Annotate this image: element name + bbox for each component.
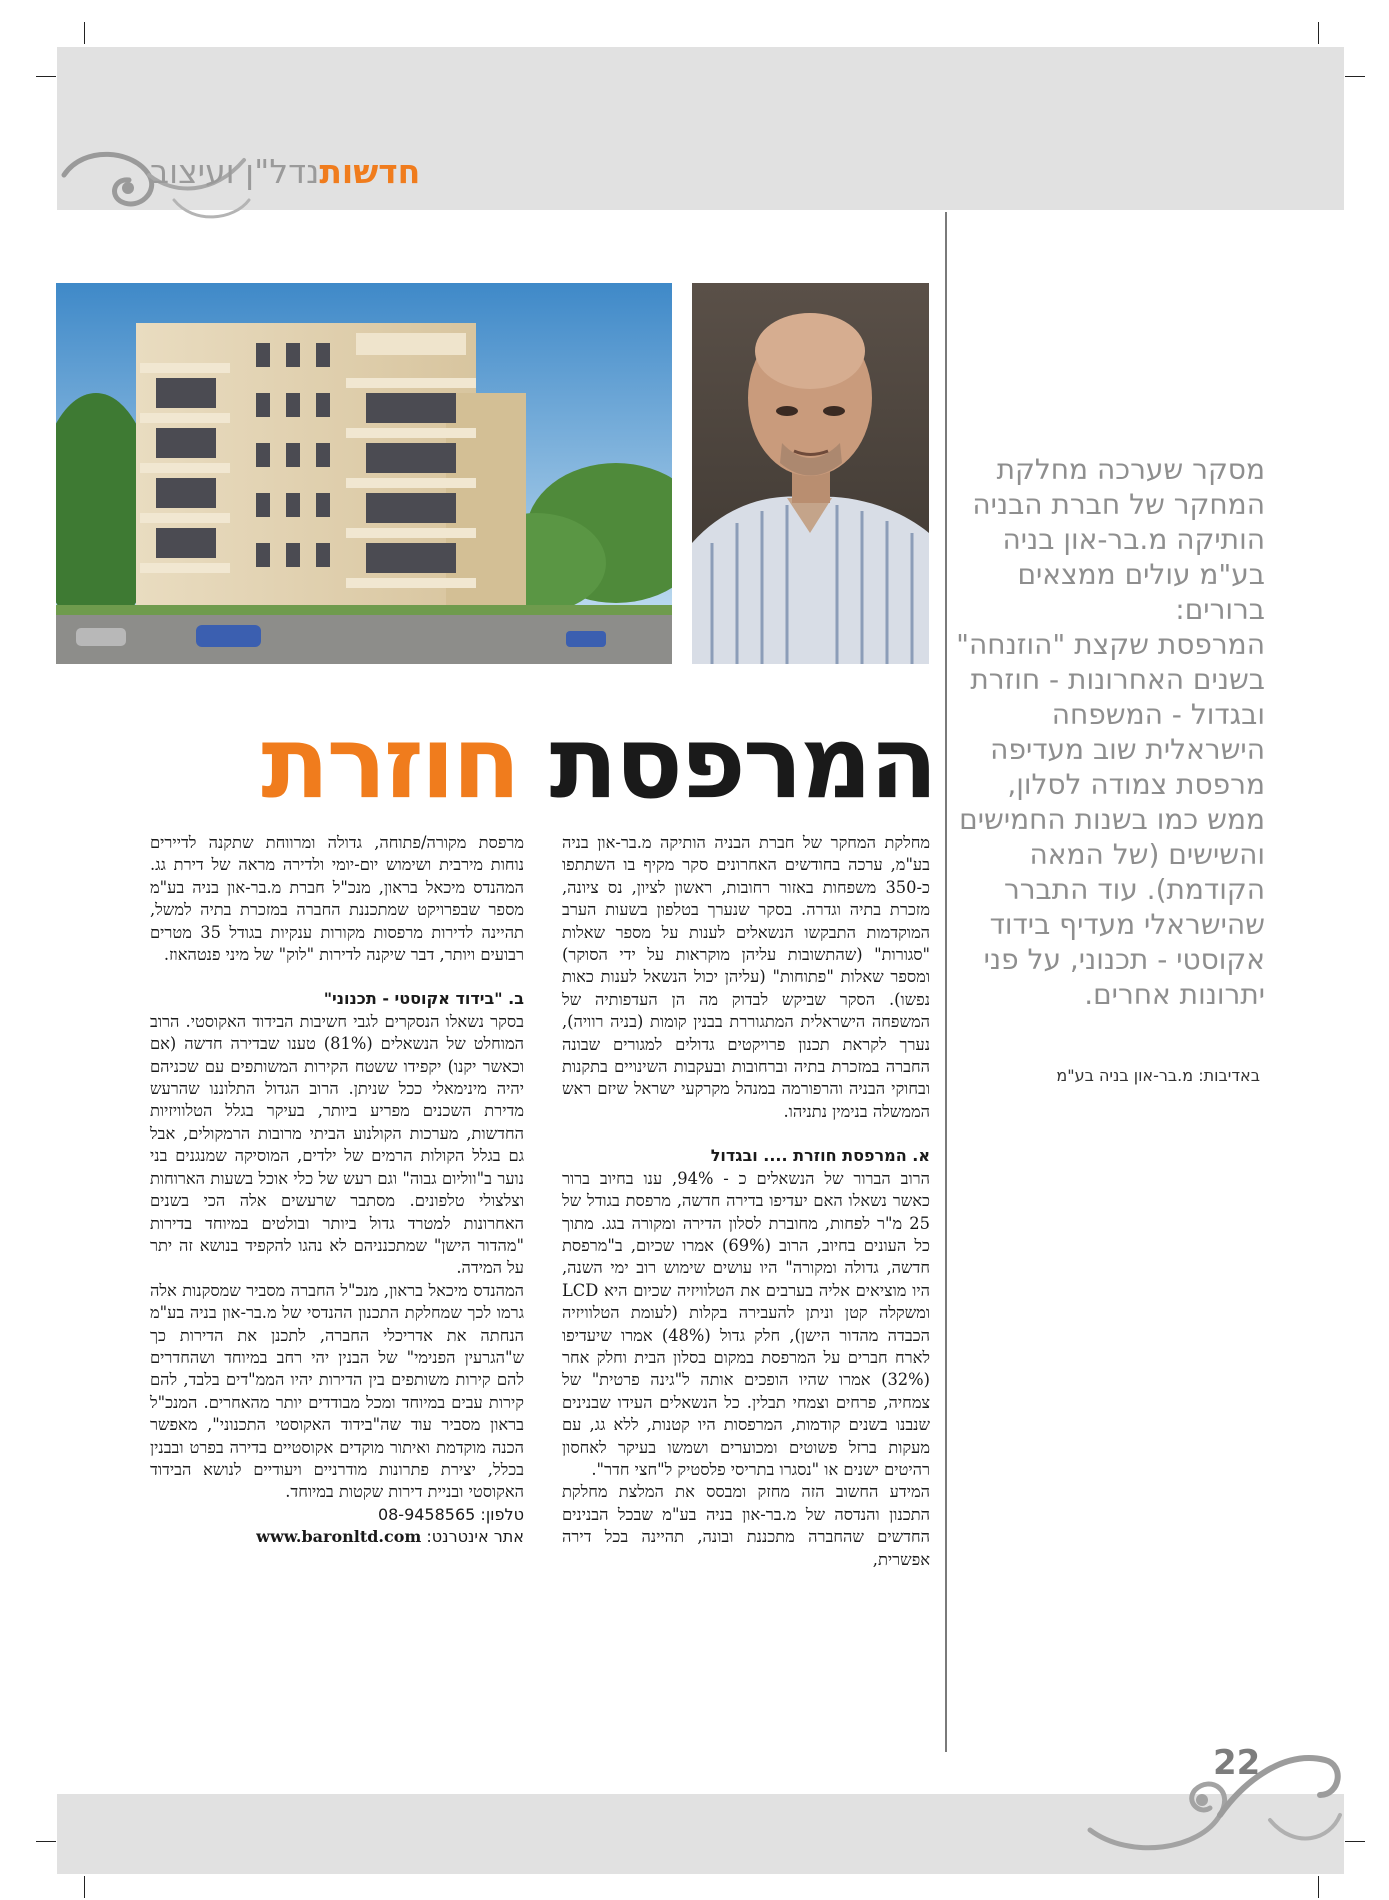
article-column-right (562, 832, 930, 1571)
crop-mark (36, 1841, 56, 1842)
subheading-a: א. המרפסת חוזרת .... ובגדול (710, 1146, 930, 1166)
photo-credit: באדיבות: מ.בר-און בניה בע"מ (1056, 1066, 1260, 1085)
pullquote-intro: מסקר שערכה מחלקת המחקר של חברת הבניה הותיקה מ.בר-און בניה בע"מ עולים ממצאים ברורים: (972, 453, 1265, 626)
pullquote (955, 452, 1265, 1012)
headline-black: המרפסת (549, 704, 935, 821)
crop-mark (1345, 76, 1365, 77)
website-line (150, 1526, 524, 1548)
section-label-bold: חדשות (319, 152, 421, 191)
crop-mark (1318, 1876, 1319, 1898)
paragraph-a1: הרוב הברור של הנשאלים כ - 94%, ענו בחיוב ברור כאשר נשאלו האם יעדיפו בדירה חדשה, מרפסת בגודל של 25 מ"ר לפחות, מחוברת לסלון הדירה ומקורה בגג. מתוך כל העונים בחיוב, הרוב (69%) אמרו שכיום, ב"מרפסת חדשה, גדולה ומקורה" היו עושים שימוש רוב ימי השנה, היו מוציאים אליה בערבים את הטלוויזיה שכיום היא LCD ומשקלה קטן וניתן להעבירה בקלות (לעומת הטלוויזיה הכבדה מהדור הישן), חלק גדול (48%) אמרו שיעדיפו לארח חברים על המרפסת במקום בסלון הבית וחלק אחר (32%) אמרו שהיו הופכים אותה ל"גינה פרטית" של צמחיה, פרחים וצמחי תבלין. כל הנשאלים העידו שבנינים שנבנו בשנים קודמות, המרפסות היו קטנות, ללא גג, עם מעקות ברזל פשוטים ומכוערים ושמשו בעיקר לאחסון רהיטים ישנים או "נסגרו בתריסי פלסטיק ל"חצי חדר". (562, 1168, 930, 1479)
phone-line (150, 1504, 524, 1526)
crop-mark (1345, 1841, 1365, 1842)
crop-mark (84, 22, 85, 44)
website-link[interactable]: www.baronltd.com (256, 1527, 422, 1547)
pullquote-body: המרפסת שקצת "הוזנחה" בשנים האחרונות - חוזרת ובגדול - המשפחה הישראלית שוב מעדיפה מרפסת צמודה לסלון, ממש כמו בשנות החמישים והשישים (של המאה הקודמת). עוד התברר שהישראלי מעדיף בידוד אקוסטי - תכנוני, על פני יתרונות אחרים. (956, 628, 1265, 1011)
headline-orange: חוזרת (261, 704, 518, 821)
crop-mark (84, 1876, 85, 1898)
phone-number: 08-9458565 (377, 1504, 476, 1524)
section-label (150, 152, 420, 191)
website-label: אתר אינטרנט: (426, 1527, 524, 1547)
footer-swirl-ornament (1070, 1720, 1345, 1870)
article-intro: מחלקת המחקר של חברת הבניה הותיקה מ.בר-און בניה בע"מ, ערכה בחודשים האחרונים סקר מקיף בו השתתפו כ-350 משפחות באזור רחובות, ראשון לציון, נס ציונה, מזכרת בתיה וגדרה. בסקר שנערך בטלפון בשעות הערב המוקדמות התבקשו הנשאלים לענות על מספר שאלות "סגורות" (שהתשובות עליהן מוקראות על ידי הסוקר) ומספר שאלות "פתוחות" (עליהן יכול הנשאל לענות כאות נפשו). הסקר שביקש לבדוק מה הן העדפותיה של המשפחה הישראלית המתגוררת בבנין קומות (בניה רוויה), נערך לקראת תכנון פרויקטים גדולים למגורים שבונה החברה במזכרת בתיה וברחובות ובעקבות השינויים בתקנות ובחוקי הבניה והרפורמה במנהל מקרקעי ישראל שיזם ראש הממשלה בנימין נתניהו. (562, 833, 930, 1121)
column-divider (945, 212, 947, 1752)
subheading-b: ב. "בידוד אקוסטי - תכנוני" (323, 989, 524, 1009)
paragraph-b1: בסקר נשאלו הנסקרים לגבי חשיבות הבידוד האקוסטי. הרוב המוחלט של הנשאלים (81%) טענו שבדירה חדשה (אם וכאשר יקנו) יקפידו ששטח הקירות המשותפים עם שכניהם יהיה מינימאלי ככל שניתן. הרוב הגדול התלוננו שהרעש מדירת השכנים מפריע ביותר, בעיקר בגלל הטלוויזיות החדשות, מערכות הקולנוע הביתי מרובות הרמקולים, אבל גם בגלל הקולות הרמים של ילדים, המוסיקה שמנגנים בני נוער ב"ווליום גבוה" וגם רעש של כלי אוכל בשעות הארוחות וצלצולי טלפונים. מסתבר שרעשים אלה הכי בשנים האחרונות למטרד גדול ביותר ובולטים במיוחד בדירות "מהדור הישן" שמתכנניהם לא נהגו להקפיד בנושא זה יתר על המידה. (150, 1011, 524, 1278)
article-column-left (150, 832, 524, 1549)
building-rendering-image (56, 283, 672, 664)
crop-mark (1318, 22, 1319, 44)
crop-mark (36, 76, 56, 77)
page-number: 22 (1213, 1743, 1261, 1783)
paragraph-a2: המידע החשוב הזה מחזק ומבסס את המלצת מחלקת התכנון והנדסה של מ.בר-און בניה בע"מ שבכל הבנינים החדשים שהחברה מתכננת ובונה, תהיינה בכל דירה אפשרית, (562, 1482, 930, 1569)
phone-label: טלפון: (480, 1504, 524, 1524)
portrait-photo (692, 283, 929, 664)
section-label-light: נדל"ן ועיצוב (150, 152, 320, 191)
headline (261, 704, 935, 821)
paragraph-b2: המהנדס מיכאל בראון, מנכ"ל החברה מסביר שמסקנות אלה גרמו לכך שמחלקת התכנון ההנדסי של מ.בר-און בניה בע"מ הנחתה את אדריכלי החברה, לתכנן את הדירות כך ש"הגרעין הפנימי" של הבנין יהי רחב במיוחד ושהחדרים להם קירות משותפים בין הדירות יהיו הממ"דים בלבד, להם קירות עבים במיוחד ומכל מבודדים יותר מהאחרים. המנכ"ל בראון מסביר עוד שה"בידוד האקוסטי התכנוני", מאפשר הכנה מוקדמת ואיתור מוקדים אקוסטיים בדירה בפרט ובבנין בכלל, יצירת פתרונות מודרניים ויעודיים לנושא הבידוד האקוסטי ובניית דירות שקטות במיוחד. (150, 1280, 524, 1502)
paragraph-continued: מרפסת מקורה/פתוחה, גדולה ומרווחת שתקנה לדיירים נוחות מירבית ושימוש יום-יומי ולדירה מראה של דירת גג. המהנדס מיכאל בראון, מנכ"ל חברת מ.בר-און בניה בע"מ מספר שבפרויקט שמתכננת החברה במזכרת בתיה למשל, תהיינה לדירות מרפסות מקורות ענקיות בגודל 35 מטרים רבועים ויותר, דבר שיקנה לדירות "לוק" של מיני פנטהאוז. (150, 833, 524, 965)
